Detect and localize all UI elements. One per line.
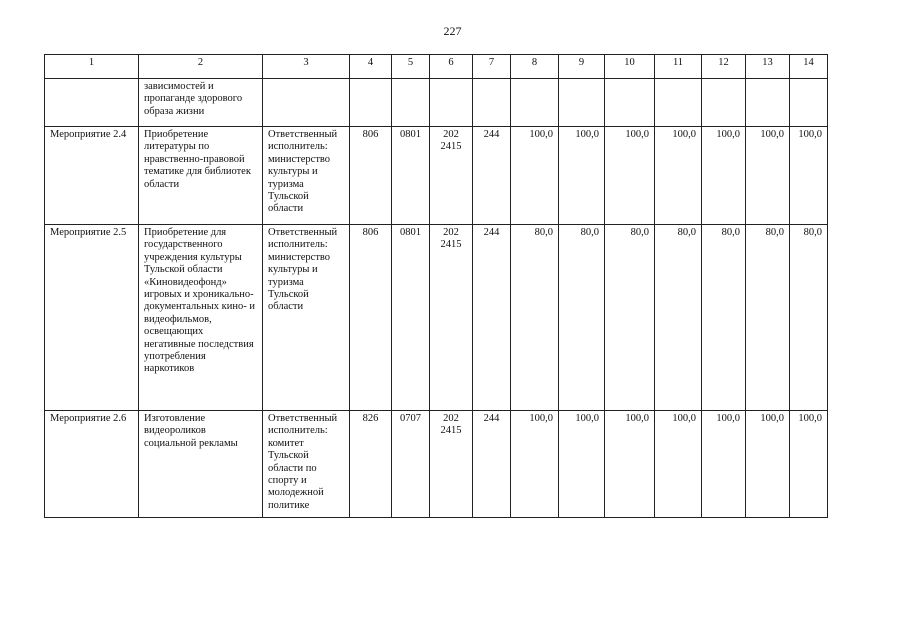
event-cell: Мероприятие 2.4: [45, 127, 139, 225]
column-header: 8: [511, 55, 559, 79]
column-header: 14: [790, 55, 828, 79]
cell-6: [430, 79, 473, 127]
event-cell: [45, 79, 139, 127]
cell-12: 80,0: [702, 225, 746, 411]
cell-9: 100,0: [559, 127, 605, 225]
cell-12: 100,0: [702, 127, 746, 225]
cell-7: 244: [473, 411, 511, 518]
cell-8: [511, 79, 559, 127]
cell-14: 100,0: [790, 127, 828, 225]
cell-11: [655, 79, 702, 127]
column-header: 1: [45, 55, 139, 79]
cell-10: 80,0: [605, 225, 655, 411]
cell-13: [746, 79, 790, 127]
cell-10: [605, 79, 655, 127]
cell-4: 806: [350, 225, 392, 411]
cell-11: 80,0: [655, 225, 702, 411]
column-header: 2: [139, 55, 263, 79]
cell-7: [473, 79, 511, 127]
cell-4: [350, 79, 392, 127]
cell-12: [702, 79, 746, 127]
cell-6: 202 2415: [430, 225, 473, 411]
cell-11: 100,0: [655, 127, 702, 225]
cell-14: [790, 79, 828, 127]
event-cell: Мероприятие 2.6: [45, 411, 139, 518]
cell-11: 100,0: [655, 411, 702, 518]
column-header: 7: [473, 55, 511, 79]
cell-10: 100,0: [605, 127, 655, 225]
description-cell: Приобретение для государственного учреждения культуры Тульской области «Киновидеофонд» игровых и хроникально-документальных кино- и видеофильмов, освещающих негативные последствия употребления наркотиков: [139, 225, 263, 411]
cell-8: 100,0: [511, 127, 559, 225]
cell-8: 100,0: [511, 411, 559, 518]
responsible-cell: Ответственный исполнитель: комитет Тульской области по спорту и молодежной политике: [263, 411, 350, 518]
cell-13: 80,0: [746, 225, 790, 411]
cell-13: 100,0: [746, 411, 790, 518]
program-table: [44, 54, 828, 518]
cell-4: 806: [350, 127, 392, 225]
cell-5: 0707: [392, 411, 430, 518]
column-header: 6: [430, 55, 473, 79]
cell-13: 100,0: [746, 127, 790, 225]
responsible-cell: Ответственный исполнитель: министерство культуры и туризма Тульской области: [263, 127, 350, 225]
cell-9: 100,0: [559, 411, 605, 518]
page-number: 227: [443, 24, 462, 38]
description-cell: Приобретение литературы по нравственно-правовой тематике для библиотек области: [139, 127, 263, 225]
column-header: 11: [655, 55, 702, 79]
cell-6: 202 2415: [430, 127, 473, 225]
column-header: 13: [746, 55, 790, 79]
cell-8: 80,0: [511, 225, 559, 411]
description-cell: Изготовление видеороликов социальной рекламы: [139, 411, 263, 518]
column-header: 9: [559, 55, 605, 79]
column-header: 4: [350, 55, 392, 79]
cell-7: 244: [473, 127, 511, 225]
cell-9: [559, 79, 605, 127]
event-cell: Мероприятие 2.5: [45, 225, 139, 411]
cell-6: 202 2415: [430, 411, 473, 518]
column-header: 12: [702, 55, 746, 79]
cell-5: 0801: [392, 127, 430, 225]
cell-12: 100,0: [702, 411, 746, 518]
cell-10: 100,0: [605, 411, 655, 518]
column-header: 10: [605, 55, 655, 79]
description-cell: зависимостей и пропаганде здорового образа жизни: [139, 79, 263, 127]
cell-14: 100,0: [790, 411, 828, 518]
table-row: [45, 79, 828, 127]
cell-9: 80,0: [559, 225, 605, 411]
table-row: [45, 411, 828, 518]
cell-14: 80,0: [790, 225, 828, 411]
column-header: 3: [263, 55, 350, 79]
cell-7: 244: [473, 225, 511, 411]
responsible-cell: [263, 79, 350, 127]
table-row: [45, 127, 828, 225]
table-row: [45, 225, 828, 411]
cell-5: 0801: [392, 225, 430, 411]
responsible-cell: Ответственный исполнитель: министерство культуры и туризма Тульской области: [263, 225, 350, 411]
header-row: [45, 55, 828, 79]
cell-4: 826: [350, 411, 392, 518]
column-header: 5: [392, 55, 430, 79]
cell-5: [392, 79, 430, 127]
